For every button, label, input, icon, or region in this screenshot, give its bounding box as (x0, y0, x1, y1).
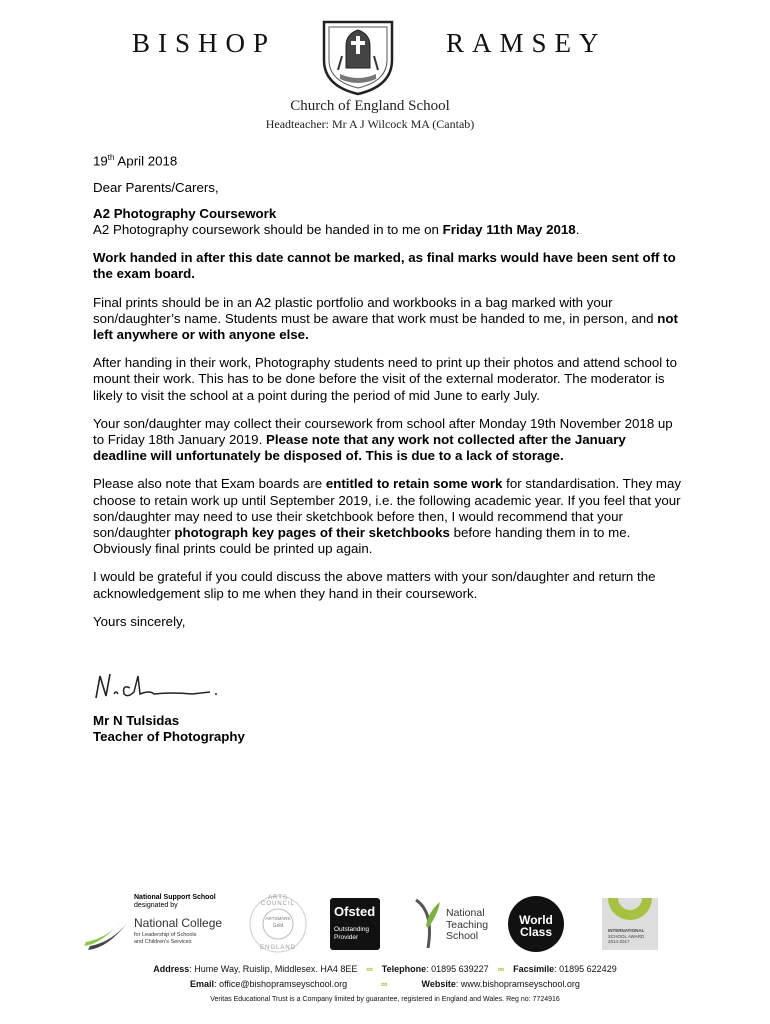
signer-title: Teacher of Photography (93, 729, 245, 745)
collection-paragraph: Your son/daughter may collect their coursework from school after Monday 19th November 2018 up to Friday 18th January 2019. Please note that any work not collected after the January deadline will unfortunately be disposed of. This is due to a lack of storage. (93, 415, 673, 464)
registration-notice: Veritas Educational Trust is a Company limited by guarantee, registered in England and Wales. Reg no: 7724916 (210, 996, 560, 1003)
school-name-right-word: RAMSEY (446, 28, 607, 58)
swoosh-icon (82, 900, 130, 952)
world-class-logo: World Class (508, 896, 564, 952)
letter-date: 19th April 2018 (93, 153, 178, 169)
signatory (93, 713, 245, 746)
school-subtitle: Church of England School (290, 98, 450, 114)
national-teaching-school-logo: National Teaching School (412, 898, 492, 952)
handwritten-signature (92, 668, 222, 704)
closing: Yours sincerely, (93, 613, 186, 629)
ofsted-logo: Ofsted Outstanding Provider (330, 898, 380, 950)
footer-contact-line-2: Email: office@bishopramseyschool.org ∞ Website: www.bishopramseyschool.org (190, 979, 580, 989)
arts-council-logo: ARTS COUNCIL ARTSMARK Gold ENGLAND (246, 892, 310, 956)
letter-body (93, 150, 683, 642)
acknowledgement-paragraph: I would be grateful if you could discuss the above matters with your son/daughter and return the acknowledgement slip to me when they hand in their coursework. (93, 569, 656, 601)
deadline-date: Friday 11th May 2018 (442, 222, 576, 238)
school-crest-icon (320, 16, 396, 96)
exam-board-paragraph: Please also note that Exam boards are entitled to retain some work for standardisation. They may choose to retain work up until September 2019, i.e. the following academic year. If you feel that your son/daughter may need to use their sketchbook before then, I would recommend that your son/daughter photograph key pages of their sketchbooks before handing them in to me. Obviously final prints could be printed up again. (93, 476, 682, 557)
subject-paragraph: A2 Photography Coursework A2 Photography coursework should be handed in to me on Friday 11th May 2018. (93, 205, 580, 238)
accreditation-logos (0, 892, 770, 956)
international-school-award-logo: INTERNATIONAL SCHOOL AWARD 2014-2017 (602, 898, 658, 950)
leaf-icon (412, 898, 442, 950)
footer-contact-line-1: Address: Hume Way, Ruislip, Middlesex. HA4 8EE ∞ Telephone: 01895 639227 ∞ Facsimile: 01895 622429 (153, 964, 617, 974)
portfolio-paragraph: Final prints should be in an A2 plastic portfolio and workbooks in a bag marked with your son/daughter’s name. Students must be aware that work must be handed to me, in person, and not left anywhere or with anyone else. (93, 294, 678, 343)
warning-paragraph: Work handed in after this date cannot be marked, as final marks would have been sent off to the exam board. (93, 250, 676, 282)
salutation: Dear Parents/Carers, (93, 179, 219, 195)
national-support-school-logo: National Support School designated by National College for Leadership of Schools and Children's Services (82, 894, 232, 954)
signer-name: Mr N Tulsidas (93, 713, 180, 728)
letter-footer (0, 962, 770, 1007)
school-name-left-word: BISHOP (132, 28, 277, 58)
mounting-paragraph: After handing in their work, Photography students need to print up their photos and attend school to mount their work. This has to be done before the visit of the external moderator. The moderator is likely to visit the school at a point during the period of mid June to early July. (93, 355, 677, 403)
headteacher-line: Headteacher: Mr A J Wilcock MA (Cantab) (265, 117, 475, 131)
subject-heading: A2 Photography Coursework (93, 205, 277, 221)
